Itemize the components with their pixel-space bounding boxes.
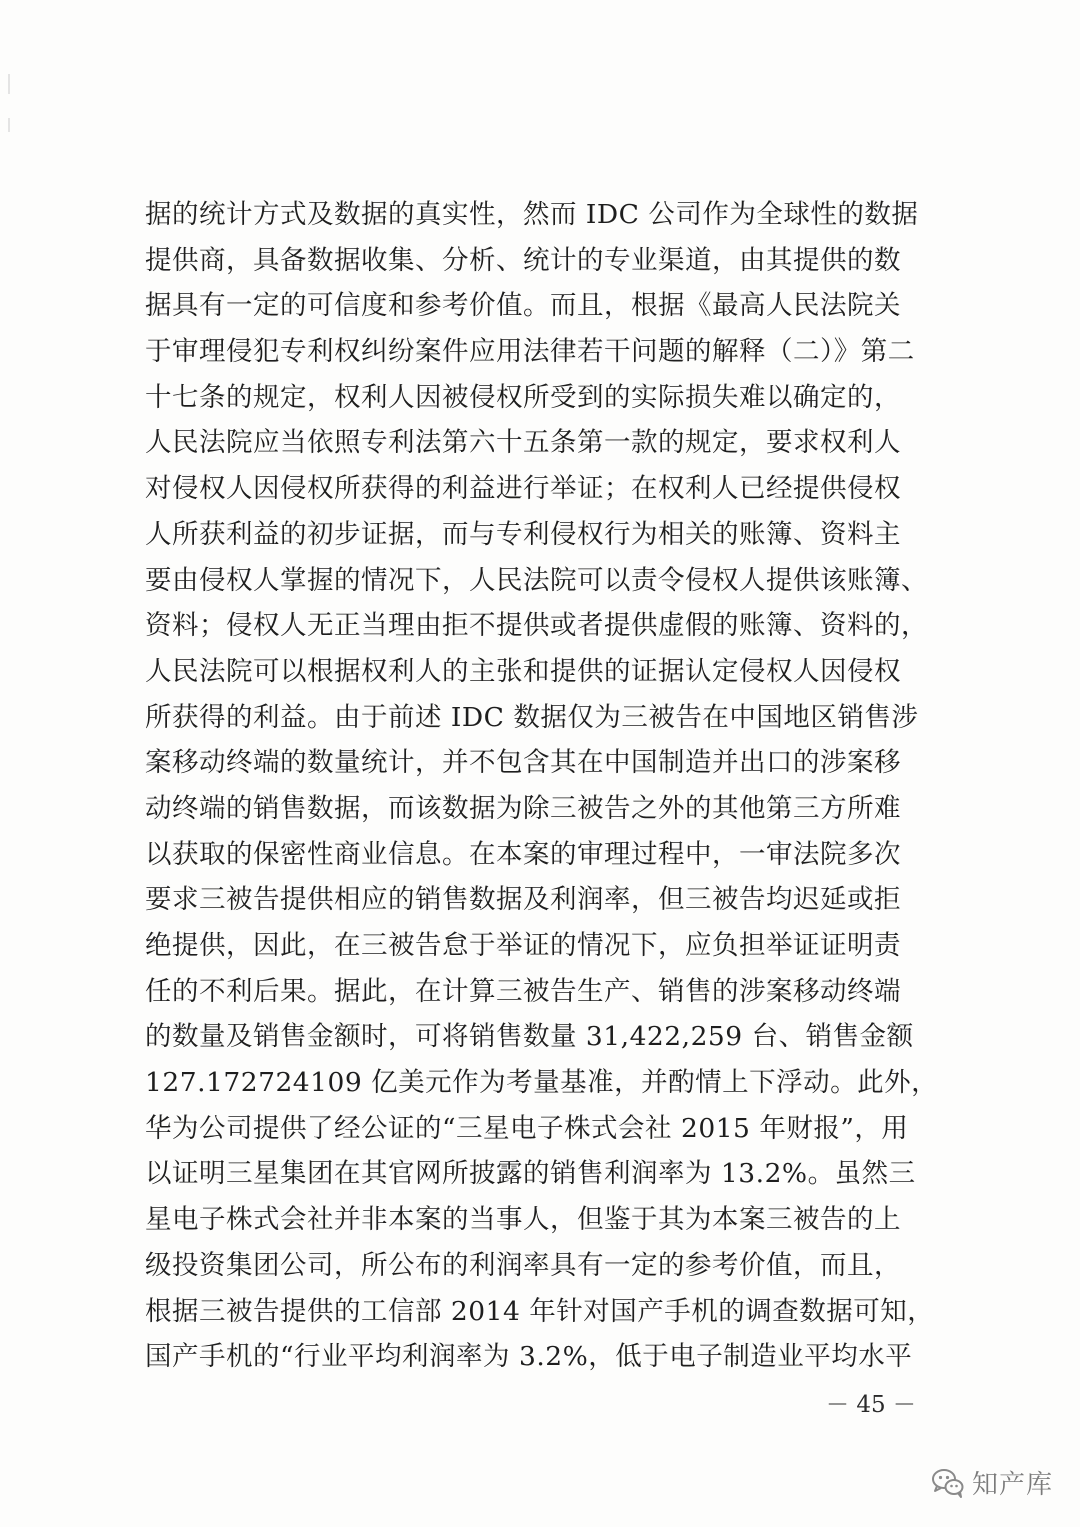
text-line: 对侵权人因侵权所获得的利益进行举证；在权利人已经提供侵权 [145,473,901,505]
text-line: 于审理侵犯专利权纠纷案件应用法律若干问题的解释（二）》第二 [145,336,915,368]
text-line: 的数量及销售金额时，可将销售数量 31,422,259 台、销售金额 [145,1021,914,1053]
text-line: 星电子株式会社并非本案的当事人，但鉴于其为本案三被告的上 [145,1204,901,1236]
text-line: 人民法院可以根据权利人的主张和提供的证据认定侵权人因侵权 [145,655,901,687]
text-line: 要求三被告提供相应的销售数据及利润率，但三被告均迟延或拒 [145,884,901,916]
wechat-icon [930,1464,966,1500]
text-line: 以证明三星集团在其官网所披露的销售利润率为 13.2%。虽然三 [145,1158,916,1190]
document-body [145,192,945,1380]
text-line: 要由侵权人掌握的情况下，人民法院可以责令侵权人提供该账簿、 [145,564,928,596]
text-line: 绝提供，因此，在三被告怠于举证的情况下，应负担举证证明责 [145,930,901,961]
text-line: 十七条的规定，权利人因被侵权所受到的实际损失难以确定的， [145,381,901,413]
page-number: － 45 － [826,1392,916,1418]
text-line: 根据三被告提供的工信部 2014 年针对国产手机的调查数据可知， [145,1295,935,1327]
text-line: 案移动终端的数量统计，并不包含其在中国制造并出口的涉案移 [145,747,901,779]
text-line: 动终端的销售数据，而该数据为除三被告之外的其他第三方所难 [145,792,901,824]
text-line: 人民法院应当依照专利法第六十五条第一款的规定，要求权利人 [145,427,901,459]
text-line: 资料；侵权人无正当理由拒不提供或者提供虚假的账簿、资料的， [145,610,928,642]
text-line: 据具有一定的可信度和参考价值。而且，根据《最高人民法院关 [145,290,901,322]
watermark-text: 知产库 [972,1469,1054,1500]
text-line: 127.172724109 亿美元作为考量基准，并酌情上下浮动。此外， [145,1067,939,1099]
scan-mark [8,118,10,132]
text-line: 人所获利益的初步证据，而与专利侵权行为相关的账簿、资料主 [145,518,901,550]
text-line: 国产手机的“行业平均利润率为 3.2%，低于电子制造业平均水平 [145,1341,913,1373]
text-line: 华为公司提供了经公证的“三星电子株式会社 2015 年财报”，用 [145,1112,909,1144]
text-line: 任的不利后果。据此，在计算三被告生产、销售的涉案移动终端 [145,975,901,1007]
text-line: 以获取的保密性商业信息。在本案的审理过程中，一审法院多次 [145,838,901,870]
text-line: 所获得的利益。由于前述 IDC 数据仅为三被告在中国地区销售涉 [145,701,919,733]
scan-mark [8,74,10,94]
watermark [930,1462,1053,1502]
text-line: 提供商，具备数据收集、分析、统计的专业渠道，由其提供的数 [145,244,901,276]
text-line: 级投资集团公司，所公布的利润率具有一定的参考价值，而且， [145,1249,901,1281]
text-line: 据的统计方式及数据的真实性，然而 IDC 公司作为全球性的数据 [145,199,919,230]
